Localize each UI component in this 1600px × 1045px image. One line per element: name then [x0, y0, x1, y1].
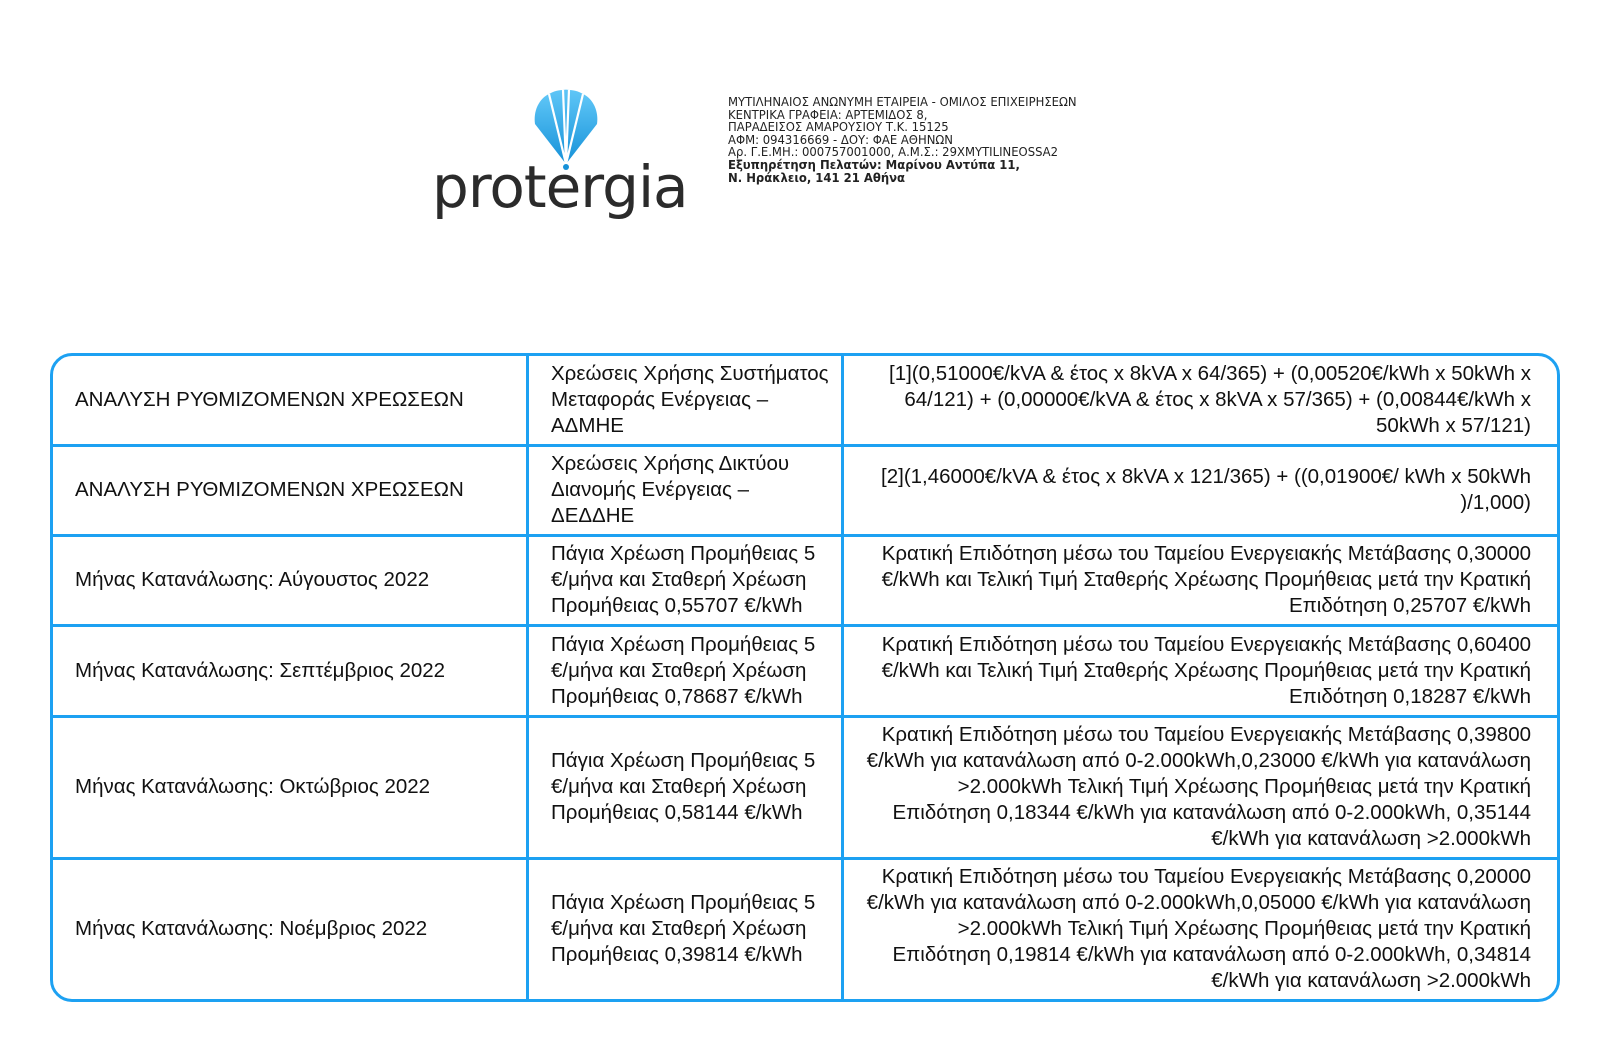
charge-type-cell: Πάγια Χρέωση Προμήθειας 5 €/μήνα και Σταθερή Χρέωση Προμήθειας 0,39814 €/kWh: [528, 858, 843, 999]
row-label-cell: ΑΝΑΛΥΣΗ ΡΥΘΜΙΖΟΜΕΝΩΝ ΧΡΕΩΣΕΩΝ: [53, 446, 528, 536]
charges-table-frame: [50, 353, 1560, 1002]
table-row: [53, 858, 1557, 999]
charge-detail-cell: [1](0,51000€/kVA & έτος x 8kVA x 64/365) + (0,00520€/kWh x 50kWh x 64/121) + (0,00000€/kVA & έτος x 8kVA x 57/365) + (0,00844€/kWh x 50kWh x 57/121): [843, 356, 1558, 446]
row-label-cell: ΑΝΑΛΥΣΗ ΡΥΘΜΙΖΟΜΕΝΩΝ ΧΡΕΩΣΕΩΝ: [53, 356, 528, 446]
table-row: [53, 716, 1557, 858]
registry-line: Αρ. Γ.Ε.ΜΗ.: 000757001000, Α.Μ.Σ.: 29ΧΜΥΤILINEOSSA2: [728, 144, 1059, 160]
charge-detail-cell: Κρατική Επιδότηση μέσω του Ταμείου Ενεργειακής Μετάβασης 0,20000 €/kWh για κατανάλωση από 0-2.000kWh,0,05000 €/kWh για κατανάλωση >2.000kWh Τελική Τιμή Χρέωσης Προμήθειας μετά την Κρατική Επιδότηση 0,19814 €/kWh για κατανάλωση από 0-2.000kWh, 0,34814 €/kWh για κατανάλωση >2.000kWh: [843, 858, 1558, 999]
charge-detail-cell: Κρατική Επιδότηση μέσω του Ταμείου Ενεργειακής Μετάβασης 0,39800 €/kWh για κατανάλωση από 0-2.000kWh,0,23000 €/kWh για κατανάλωση >2.000kWh Τελική Τιμή Χρέωσης Προμήθειας μετά την Κρατική Επιδότηση 0,18344 €/kWh για κατανάλωση από 0-2.000kWh, 0,35144 €/kWh για κατανάλωση >2.000kWh: [843, 716, 1558, 858]
head-office-line: ΚΕΝΤΡΙΚΑ ΓΡΑΦΕΙΑ: ΑΡΤΕΜΙΔΟΣ 8,: [728, 106, 928, 122]
row-label-cell: Μήνας Κατανάλωσης: Οκτώβριος 2022: [53, 716, 528, 858]
table-row: [53, 535, 1557, 626]
charge-type-cell: Χρεώσεις Χρήσης Συστήματος Μεταφοράς Ενέργειας – ΑΔΜΗΕ: [528, 356, 843, 446]
charge-detail-cell: Κρατική Επιδότηση μέσω του Ταμείου Ενεργειακής Μετάβασης 0,30000 €/kWh και Τελική Τιμή Σταθερής Χρέωσης Προμήθειας μετά την Κρατική Επιδότηση 0,25707 €/kWh: [843, 535, 1558, 626]
address-line: ΠΑΡΑΔΕΙΣΟΣ ΑΜΑΡΟΥΣΙΟΥ Τ.Κ. 15125: [728, 119, 949, 135]
protergia-logo: [432, 80, 722, 230]
charge-type-cell: Πάγια Χρέωση Προμήθειας 5 €/μήνα και Σταθερή Χρέωση Προμήθειας 0,55707 €/kWh: [528, 535, 843, 626]
row-label-cell: Μήνας Κατανάλωσης: Σεπτέμβριος 2022: [53, 626, 528, 717]
row-label-cell: Μήνας Κατανάλωσης: Αύγουστος 2022: [53, 535, 528, 626]
charge-type-cell: Πάγια Χρέωση Προμήθειας 5 €/μήνα και Σταθερή Χρέωση Προμήθειας 0,78687 €/kWh: [528, 626, 843, 717]
row-label-cell: Μήνας Κατανάλωσης: Νοέμβριος 2022: [53, 858, 528, 999]
company-details: [728, 96, 1165, 184]
table-row: [53, 626, 1557, 717]
charge-detail-cell: Κρατική Επιδότηση μέσω του Ταμείου Ενεργειακής Μετάβασης 0,60400 €/kWh και Τελική Τιμή Σταθερής Χρέωσης Προμήθειας μετά την Κρατική Επιδότηση 0,18287 €/kWh: [843, 626, 1558, 717]
brand-wordmark: protergia: [432, 153, 688, 221]
table-row: [53, 356, 1557, 446]
customer-service-address-line: Ν. Ηράκλειο, 141 21 Αθήνα: [728, 169, 906, 185]
charge-type-cell: Πάγια Χρέωση Προμήθειας 5 €/μήνα και Σταθερή Χρέωση Προμήθειας 0,58144 €/kWh: [528, 716, 843, 858]
customer-service-line: Εξυπηρέτηση Πελατών: Μαρίνου Αντύπα 11,: [728, 156, 1020, 172]
letterhead: [432, 80, 1192, 230]
table-row: [53, 446, 1557, 536]
charge-type-cell: Χρεώσεις Χρήσης Δικτύου Διανομής Ενέργειας – ΔΕΔΔΗΕ: [528, 446, 843, 536]
charge-detail-cell: [2](1,46000€/kVA & έτος x 8kVA x 121/365) + ((0,01900€/ kWh x 50kWh )/1,000): [843, 446, 1558, 536]
charges-table: [53, 356, 1557, 999]
tax-id-line: ΑΦΜ: 094316669 - ΔΟΥ: ΦΑΕ ΑΘΗΝΩΝ: [728, 131, 953, 147]
company-name-line: ΜΥΤΙΛΗΝΑΙΟΣ ΑΝΩΝΥΜΗ ΕΤΑΙΡΕΙΑ - ΟΜΙΛΟΣ ΕΠΙΧΕΙΡΗΣΕΩΝ: [728, 94, 1077, 109]
